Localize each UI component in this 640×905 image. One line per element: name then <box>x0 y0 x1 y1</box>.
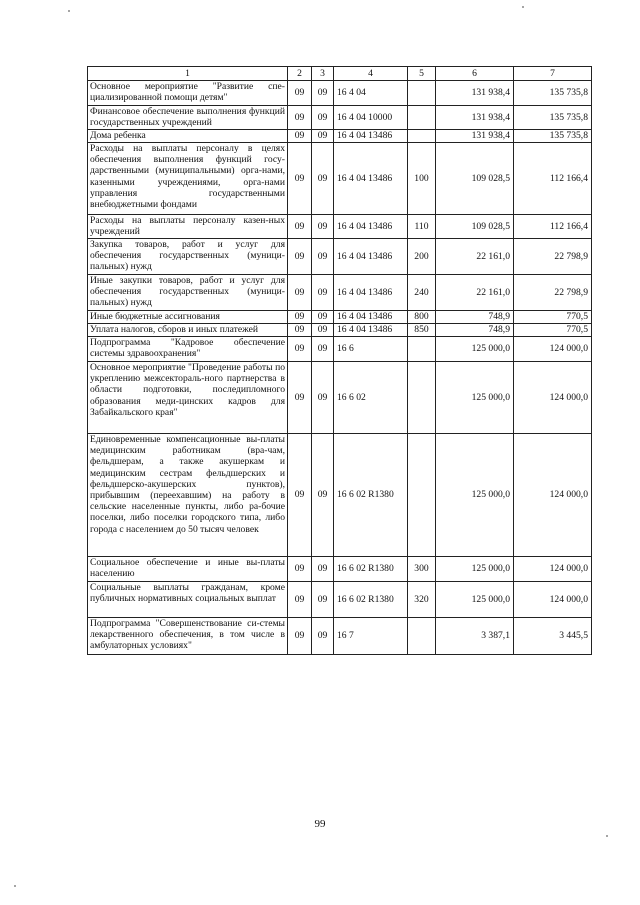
amount-cell: 124 000,0 <box>514 557 592 582</box>
table-row <box>88 557 592 582</box>
expense-type-cell <box>408 618 436 655</box>
col-header: 5 <box>408 67 436 81</box>
section-code-cell: 09 <box>288 275 312 311</box>
amount-cell: 131 938,4 <box>436 130 514 143</box>
amount-cell: 748,9 <box>436 311 514 324</box>
target-article-cell: 16 7 <box>334 618 408 655</box>
section-code-cell: 09 <box>288 362 312 434</box>
table-row <box>88 311 592 324</box>
amount-cell: 125 000,0 <box>436 362 514 434</box>
section-code-cell: 09 <box>288 311 312 324</box>
row-name-cell: Иные закупки товаров, работ и услуг для обеспечения государственных (муници-пальных) нужд <box>88 275 288 311</box>
table-row <box>88 215 592 239</box>
expense-type-cell <box>408 106 436 130</box>
target-article-cell: 16 6 <box>334 337 408 362</box>
target-article-cell: 16 4 04 13486 <box>334 130 408 143</box>
amount-cell: 770,5 <box>514 311 592 324</box>
col-header: 2 <box>288 67 312 81</box>
section-code-cell: 09 <box>288 557 312 582</box>
subsection-code-cell: 09 <box>312 618 334 655</box>
expense-type-cell: 200 <box>408 239 436 275</box>
table-row <box>88 130 592 143</box>
section-code-cell: 09 <box>288 337 312 362</box>
expense-type-cell <box>408 81 436 106</box>
amount-cell: 112 166,4 <box>514 215 592 239</box>
target-article-cell: 16 4 04 <box>334 81 408 106</box>
amount-cell: 770,5 <box>514 324 592 337</box>
section-code-cell: 09 <box>288 239 312 275</box>
amount-cell: 3 387,1 <box>436 618 514 655</box>
col-header: 6 <box>436 67 514 81</box>
row-name-cell: Иные бюджетные ассигнования <box>88 311 288 324</box>
subsection-code-cell: 09 <box>312 143 334 215</box>
expense-type-cell: 320 <box>408 582 436 618</box>
expense-type-cell <box>408 337 436 362</box>
row-name-cell: Основное мероприятие "Развитие спе-циализированной помощи детям" <box>88 81 288 106</box>
amount-cell: 125 000,0 <box>436 557 514 582</box>
table-row <box>88 143 592 215</box>
expense-type-cell <box>408 362 436 434</box>
table-row <box>88 337 592 362</box>
amount-cell: 135 735,8 <box>514 130 592 143</box>
target-article-cell: 16 4 04 13486 <box>334 239 408 275</box>
amount-cell: 112 166,4 <box>514 143 592 215</box>
amount-cell: 22 798,9 <box>514 275 592 311</box>
section-code-cell: 09 <box>288 130 312 143</box>
subsection-code-cell: 09 <box>312 311 334 324</box>
expense-type-cell <box>408 434 436 557</box>
section-code-cell: 09 <box>288 81 312 106</box>
row-name-cell: Подпрограмма "Кадровое обеспечение системы здравоохранения" <box>88 337 288 362</box>
target-article-cell: 16 4 04 10000 <box>334 106 408 130</box>
expense-type-cell: 300 <box>408 557 436 582</box>
row-name-cell: Подпрограмма "Совершенствование си-стемы лекарственного обеспечения, в том числе в амбулаторных условиях" <box>88 618 288 655</box>
target-article-cell: 16 6 02 R1380 <box>334 434 408 557</box>
row-name-cell: Финансовое обеспечение выполнения функций государственных учреждений <box>88 106 288 130</box>
amount-cell: 131 938,4 <box>436 106 514 130</box>
target-article-cell: 16 4 04 13486 <box>334 324 408 337</box>
amount-cell: 125 000,0 <box>436 434 514 557</box>
section-code-cell: 09 <box>288 215 312 239</box>
amount-cell: 22 161,0 <box>436 239 514 275</box>
subsection-code-cell: 09 <box>312 130 334 143</box>
table-row <box>88 106 592 130</box>
row-name-cell: Основное мероприятие "Проведение работы по укреплению межсектораль-ного партнерства в области подготовки, последипломного образования меди-цинских кадров для Забайкальского края" <box>88 362 288 434</box>
col-header: 3 <box>312 67 334 81</box>
col-header: 7 <box>514 67 592 81</box>
row-name-cell: Социальное обеспечение и иные вы-платы населению <box>88 557 288 582</box>
amount-cell: 748,9 <box>436 324 514 337</box>
table-row <box>88 275 592 311</box>
table-row <box>88 582 592 618</box>
table-row <box>88 434 592 557</box>
subsection-code-cell: 09 <box>312 434 334 557</box>
subsection-code-cell: 09 <box>312 324 334 337</box>
section-code-cell: 09 <box>288 582 312 618</box>
subsection-code-cell: 09 <box>312 81 334 106</box>
row-name-cell: Уплата налогов, сборов и иных платежей <box>88 324 288 337</box>
scan-speck <box>606 835 608 837</box>
scan-speck <box>68 10 70 12</box>
expense-type-cell: 240 <box>408 275 436 311</box>
subsection-code-cell: 09 <box>312 557 334 582</box>
section-code-cell: 09 <box>288 324 312 337</box>
table-row <box>88 81 592 106</box>
target-article-cell: 16 4 04 13486 <box>334 143 408 215</box>
row-name-cell: Дома ребенка <box>88 130 288 143</box>
expense-type-cell: 850 <box>408 324 436 337</box>
target-article-cell: 16 6 02 <box>334 362 408 434</box>
budget-table <box>87 66 592 655</box>
subsection-code-cell: 09 <box>312 106 334 130</box>
target-article-cell: 16 4 04 13486 <box>334 311 408 324</box>
subsection-code-cell: 09 <box>312 215 334 239</box>
table-row <box>88 324 592 337</box>
amount-cell: 22 161,0 <box>436 275 514 311</box>
subsection-code-cell: 09 <box>312 239 334 275</box>
amount-cell: 109 028,5 <box>436 215 514 239</box>
row-name-cell: Единовременные компенсационные вы-платы медицинским работникам (вра-чам, фельдшерам, а также акушеркам и медицинским сестрам фельдшерских и фельдшерско-акушерских пунктов), прибывшим (переехавшим) на работу в сельские населенные пункты, либо ра-бочие поселки, либо поселки городского типа, либо города с населением до 50 тысяч человек <box>88 434 288 557</box>
section-code-cell: 09 <box>288 618 312 655</box>
subsection-code-cell: 09 <box>312 362 334 434</box>
expense-type-cell: 110 <box>408 215 436 239</box>
amount-cell: 124 000,0 <box>514 434 592 557</box>
section-code-cell: 09 <box>288 434 312 557</box>
target-article-cell: 16 4 04 13486 <box>334 215 408 239</box>
col-header: 4 <box>334 67 408 81</box>
table-row <box>88 239 592 275</box>
expense-type-cell: 100 <box>408 143 436 215</box>
subsection-code-cell: 09 <box>312 275 334 311</box>
table-header-row <box>88 67 592 81</box>
row-name-cell: Социальные выплаты гражданам, кроме публичных нормативных социальных выплат <box>88 582 288 618</box>
amount-cell: 3 445,5 <box>514 618 592 655</box>
expense-type-cell: 800 <box>408 311 436 324</box>
table-row <box>88 362 592 434</box>
row-name-cell: Расходы на выплаты персоналу в целях обеспечения выполнения функций госу-дарственными (муниципальными) орга-нами, казенными учреждениями, орга-нами управления государственными внебюджетными фондами <box>88 143 288 215</box>
subsection-code-cell: 09 <box>312 582 334 618</box>
amount-cell: 135 735,8 <box>514 81 592 106</box>
scan-speck <box>14 885 16 887</box>
amount-cell: 125 000,0 <box>436 337 514 362</box>
amount-cell: 124 000,0 <box>514 337 592 362</box>
scan-speck <box>522 6 524 8</box>
amount-cell: 131 938,4 <box>436 81 514 106</box>
page-number: 99 <box>314 818 326 830</box>
amount-cell: 135 735,8 <box>514 106 592 130</box>
target-article-cell: 16 6 02 R1380 <box>334 582 408 618</box>
amount-cell: 22 798,9 <box>514 239 592 275</box>
amount-cell: 125 000,0 <box>436 582 514 618</box>
amount-cell: 109 028,5 <box>436 143 514 215</box>
expense-type-cell <box>408 130 436 143</box>
subsection-code-cell: 09 <box>312 337 334 362</box>
target-article-cell: 16 4 04 13486 <box>334 275 408 311</box>
amount-cell: 124 000,0 <box>514 362 592 434</box>
table-row <box>88 618 592 655</box>
col-header: 1 <box>88 67 288 81</box>
amount-cell: 124 000,0 <box>514 582 592 618</box>
row-name-cell: Закупка товаров, работ и услуг для обеспечения государственных (муници-пальных) нужд <box>88 239 288 275</box>
row-name-cell: Расходы на выплаты персоналу казен-ных учреждений <box>88 215 288 239</box>
section-code-cell: 09 <box>288 143 312 215</box>
section-code-cell: 09 <box>288 106 312 130</box>
target-article-cell: 16 6 02 R1380 <box>334 557 408 582</box>
